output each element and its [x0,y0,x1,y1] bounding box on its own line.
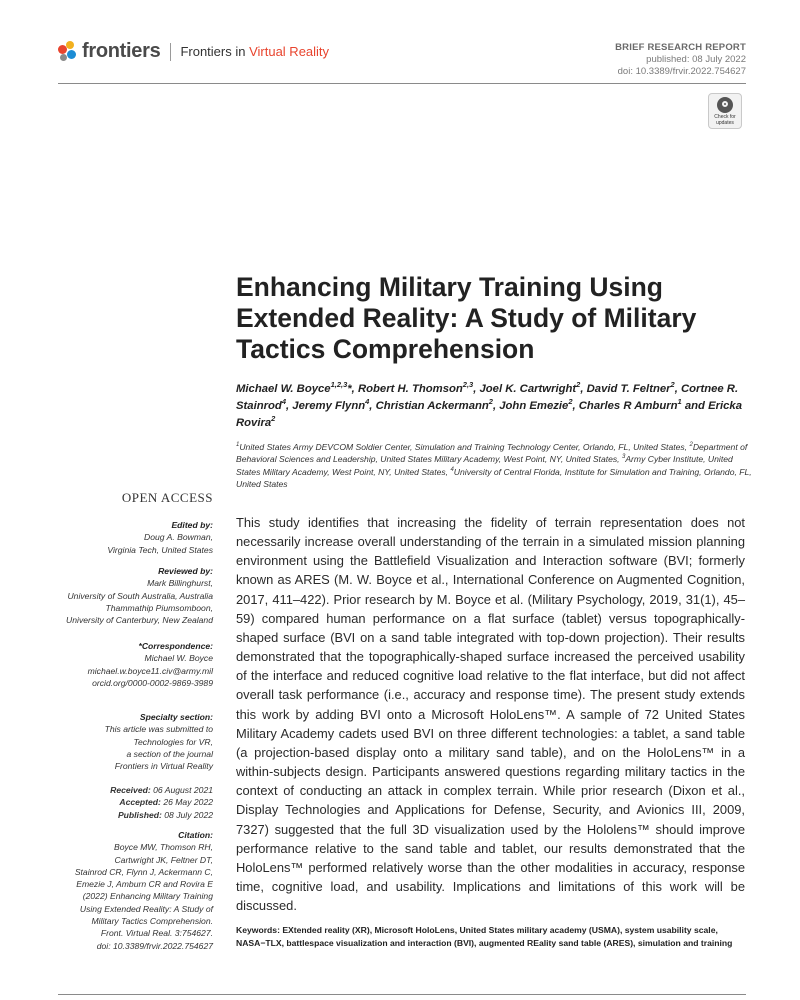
author-name[interactable]: Ericka Rovira [236,400,742,429]
author-name[interactable]: Christian Ackermann [375,400,489,412]
citation-line: Using Extended Reality: A Study of [79,903,213,914]
citation-line: Stainrod CR, Flynn J, Ackermann C, [74,866,213,877]
doi-link[interactable]: doi: 10.3389/frvir.2022.754627 [617,66,746,77]
author-name[interactable]: Robert H. Thomson [357,383,463,395]
citation-label: Citation: [178,830,213,840]
affiliation-sup: 2 [689,442,693,449]
correspondence-section [0,640,213,689]
editor-name: Doug A. Bowman, [144,532,213,543]
published-value: 08 July 2022 [164,809,213,820]
author-name[interactable]: David T. Feltner [586,383,671,395]
affiliation-text: Department of Behavioral Sciences and Leadership, United States Military Academy, West Point, NY, United States, [236,442,748,465]
citation-line: Boyce MW, Thomson RH, [113,842,213,853]
specialty-label: Specialty section: [139,712,213,722]
keywords [236,924,746,950]
correspondence-orcid-link[interactable]: orcid.org/0000-0002-9869-3989 [92,677,213,688]
check-updates-icon [717,97,733,113]
correspondence-email-link[interactable]: michael.w.boyce11.civ@army.mil [87,665,213,676]
citation-section [0,829,213,952]
affiliation-text: United States Army DEVCOM Soldier Center, Simulation and Training Technology Center, Orlando, FL, United States, [239,442,690,452]
published-date: published: 08 July 2022 [646,54,746,65]
affiliation-sup: 3 [621,454,626,461]
journal-brand[interactable] [58,40,329,63]
received-value: 06 August 2021 [153,785,213,795]
reviewer-name: Thammathip Piumsomboon, [105,602,213,613]
editor-affiliation: Virginia Tech, United States [107,544,213,555]
author-name[interactable]: Charles R Amburn [578,400,678,412]
specialty-line: Technologies for VR, [133,736,213,747]
author-affiliation-sup: 2 [271,414,276,424]
specialty-line: This article was submitted to [104,724,213,735]
affiliation-text: University of Central Florida, Institute for Simulation and Training, Orlando, FL, United States [236,466,752,490]
abstract-text: This study identifies that increasing the fidelity of terrain representation does not necessarily increase overall understanding of the terrain in a simulated mission planning environment using the Battlefield Visualization and Interaction software (BVI; formerly known as ARES (M. W. Boyce et al., International Conference on Augmented Cognition, 2017, 411–422). Prior research by M. Boyce et al. (Military Psychology, 2019, 31(1), 45–59) compared human performance on a flat surface (tablet) versus topographically-shaped surface (BVI on a sand table integrated with top-down projection). Their results demonstrated that the topographically-shaped surface increased the perceived usability of the interface and reduced cognitive load relative to the flat interface, but did not affect overall task performance (i.e., accuracy and response time). The present study extends this work by adding BVI onto a Microsoft HoloLens™. A sample of 72 United States Military Academy cadets used BVI on three different technologies: a tablet, a sand table (a projection-based display onto a military sand table), and on the HoloLens™ in a within-subjects design. Participants answered questions regarding military tactics in the context of conducting an attack in complex terrain. While prior research (Dixon et al., Display Technologies and Applications for Defense, Security, and Avionics III, 2009, 7327) suggested that the full 3D visualization used by the Hololens™ should improve performance relative to the sand table and tablet, our results demonstrated that the HoloLens™ performed relatively worse than the other modalities in accuracy, response time, cognitive load, and usability. Implications and limitations of this work will be discussed. [236,515,745,914]
accepted-date [0,796,213,808]
affiliation-sup: 4 [450,466,454,473]
edited-by-label: Edited by: [171,520,213,530]
keywords-label: Keywords: [236,925,283,935]
article-type: BRIEF RESEARCH REPORT [615,42,746,53]
citation-line: (2022) Enhancing Military Training [82,891,213,902]
footer-divider [58,994,746,995]
author-name[interactable]: Cortnee R. Stainrod [236,383,739,412]
received-date [0,784,213,796]
published-date-side [0,809,213,821]
author-affiliation-sup: 1 [677,397,682,407]
accepted-label: Accepted: [119,797,161,808]
article-title: Enhancing Military Training Using Extended Reality: A Study of Military Tactics Comprehension [236,272,697,364]
author-name[interactable]: John Emezie [499,400,569,412]
author-affiliation-sup: 1,2,3 [330,380,348,390]
specialty-line: Frontiers in Virtual Reality [114,761,213,772]
article-meta [615,42,746,78]
brand-divider [170,43,171,61]
author-affiliation-sup: 2 [488,397,493,407]
check-for-updates-button[interactable] [708,93,744,131]
accepted-value: 26 May 2022 [163,797,213,808]
author-name[interactable]: Joel K. Cartwright [479,383,577,395]
frontiers-logo-icon [58,41,78,63]
citation-line: Military Tactics Comprehension. [91,916,213,927]
reviewer-affiliation: University of Canterbury, New Zealand [66,615,213,626]
citation-line: Emezie J, Amburn CR and Rovira E [76,879,213,890]
open-access-label: OPEN ACCESS [121,490,213,505]
affiliation-sup: 1 [236,442,240,449]
reviewer-name: Mark Billinghurst, [147,578,213,589]
author-affiliation-sup: 2 [670,380,675,390]
reviewer-affiliation: University of South Australia, Australia [67,590,213,601]
author-affiliation-sup: 2,3 [462,380,474,390]
keywords-text: EXtended reality (XR), Microsoft HoloLens, United States military academy (USMA), system usability scale, NASA−TLX, battlespace visualization and interaction (BVI), augmented REality sand table (ARES), simulation and training [236,925,733,948]
author-affiliation-sup: 2 [568,397,573,407]
citation-doi-link[interactable]: doi: 10.3389/frvir.2022.754627 [96,940,213,951]
affiliation-text: Army Cyber Institute, United States Military Academy, West Point, NY, United States, [236,454,733,477]
dates-section [0,784,213,821]
correspondence-name: Michael W. Boyce [144,653,213,664]
check-for-updates-label: Check for updates [714,114,736,126]
citation-line: Cartwright JK, Feltner DT, [114,854,213,865]
correspondence-label: *Correspondence: [138,641,213,651]
author-affiliation-sup: 4 [365,397,370,407]
specialty-line: a section of the journal [126,748,213,759]
author-name[interactable]: Michael W. Boyce [236,383,331,395]
author-list: Michael W. Boyce$^{1,2,3}$*, Robert H. Thomson$^{2,3}$, Joel K. Cartwright$^2$, David T. Feltner$^2$, Cortnee R. Stainrod$^4$, Jeremy Flynn$^4$, Christian Ackermann$^2$, John Emezie$^2$, Charles R Amburn$^1$ and Ericka Rovira$^2$ [236,380,742,429]
citation-line: Front. Virtual Real. 3:754627. [100,928,213,939]
author-name[interactable]: Jeremy Flynn [292,400,366,412]
edited-by-section [0,519,213,556]
author-affiliation-sup: 4 [281,397,286,407]
published-label: Published: [117,809,162,820]
journal-prefix: Frontiers in [180,44,250,59]
brand-name: frontiers [82,40,161,62]
reviewed-by-section [0,565,213,626]
specialty-section [0,711,213,772]
abstract [236,513,745,915]
journal-name [180,44,329,59]
reviewed-by-label: Reviewed by: [158,566,213,576]
header-divider [58,83,746,84]
author-affiliation-sup: 2 [576,380,581,390]
journal-name-accent: Virtual Reality [249,44,330,59]
received-label: Received: [110,785,151,795]
check-for-updates-badge [708,93,742,129]
affiliations [236,441,756,491]
